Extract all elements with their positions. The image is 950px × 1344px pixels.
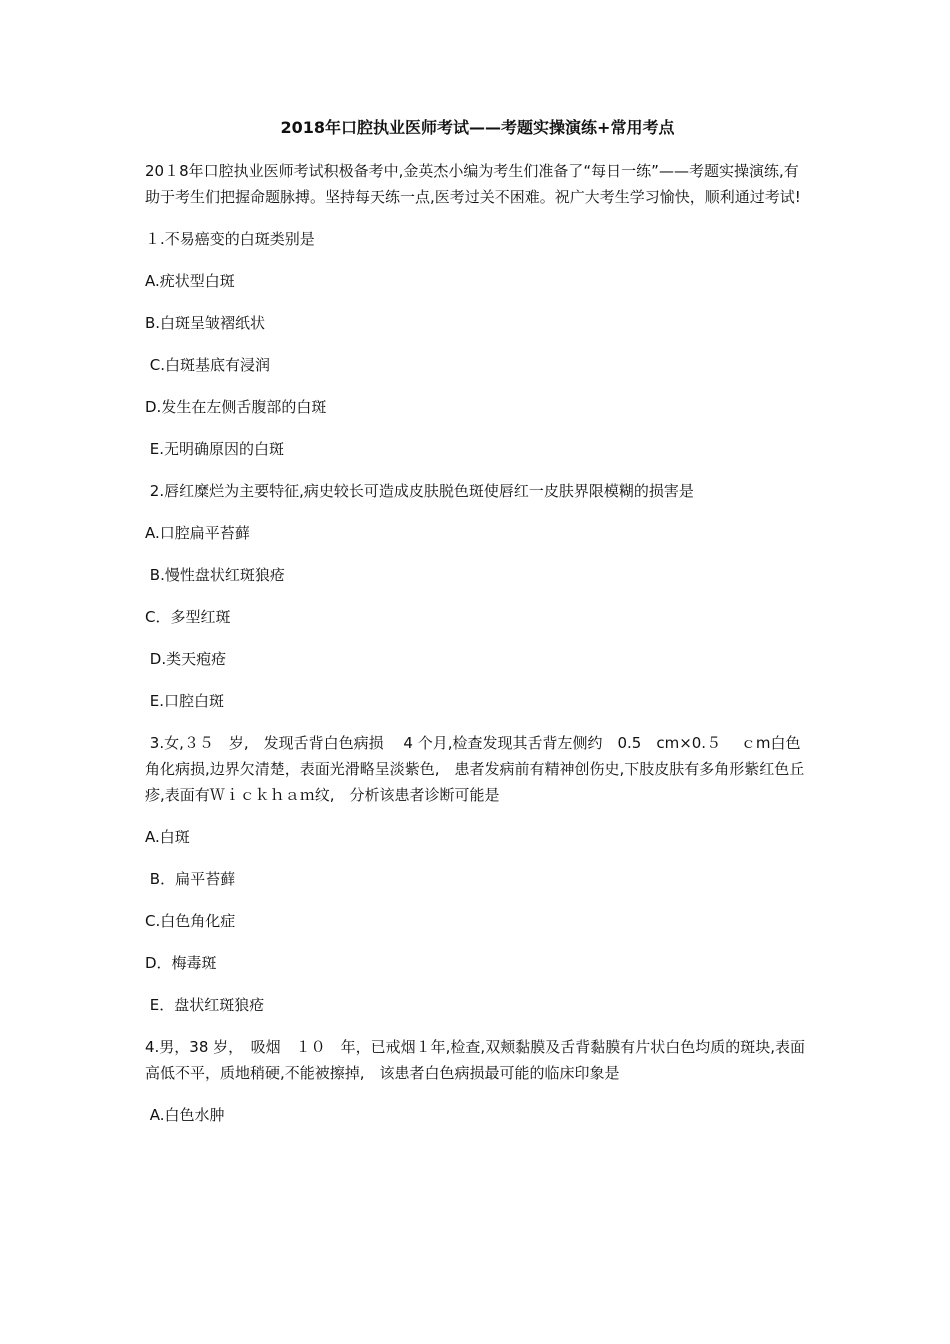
document-title: 2018年口腔执业医师考试——考题实操演练+常用考点 [280,118,675,137]
question-stem: １.不易癌变的白斑类别是 [145,230,315,248]
option: E.口腔白斑 [145,692,225,710]
option: E.无明确原因的白斑 [145,440,285,458]
question-3 [145,730,810,1018]
option: E．盘状红斑狼疮 [145,996,265,1014]
question-2 [145,478,810,714]
intro-paragraph: 20１8年口腔执业医师考试积极备考中,金英杰小编为考生们准备了“每日一练”——考题实操演练,有助于考生们把握命题脉搏。坚持每天练一点,医考过关不困难。祝广大考生学习愉快，顺利通过考试! [145,162,801,206]
document-page [145,116,810,1144]
option: B.白斑呈皱褶纸状 [145,314,266,332]
option: C．多型红斑 [145,608,231,626]
question-stem: 4.男，38 岁， 吸烟 １０ 年，已戒烟１年,检查,双颊黏膜及舌背黏膜有片状白色均质的斑块,表面高低不平，质地稍硬,不能被擦掉, 该患者白色病损最可能的临床印象是 [145,1038,805,1082]
option: A.口腔扁平苔藓 [145,524,250,542]
option: C.白斑基底有浸润 [145,356,271,374]
option: D.类天疱疮 [145,650,227,668]
option: A.疣状型白斑 [145,272,235,290]
question-1 [145,226,810,462]
option: D．梅毒斑 [145,954,217,972]
question-stem: 3.女,３５ 岁, 发现舌背白色病损 4 个月,检查发现其舌背左侧约 0.5 cm×0.５ ｃm白色角化病损,边界欠清楚，表面光滑略呈淡紫色, 患者发病前有精神创伤史,下肢皮肤有多角形紫红色丘疹,表面有Ｗｉｃｋｈａｍ纹, 分析该患者诊断可能是 [145,734,805,804]
option: B．扁平苔藓 [145,870,236,888]
option: A.白斑 [145,828,190,846]
option: D.发生在左侧舌腹部的白斑 [145,398,327,416]
question-stem: 2.唇红糜烂为主要特征,病史较长可造成皮肤脱色斑使唇红一皮肤界限模糊的损害是 [145,482,694,500]
option: C.白色角化症 [145,912,236,930]
option: B.慢性盘状红斑狼疮 [145,566,285,584]
question-4 [145,1034,810,1128]
option: A.白色水肿 [145,1106,225,1124]
